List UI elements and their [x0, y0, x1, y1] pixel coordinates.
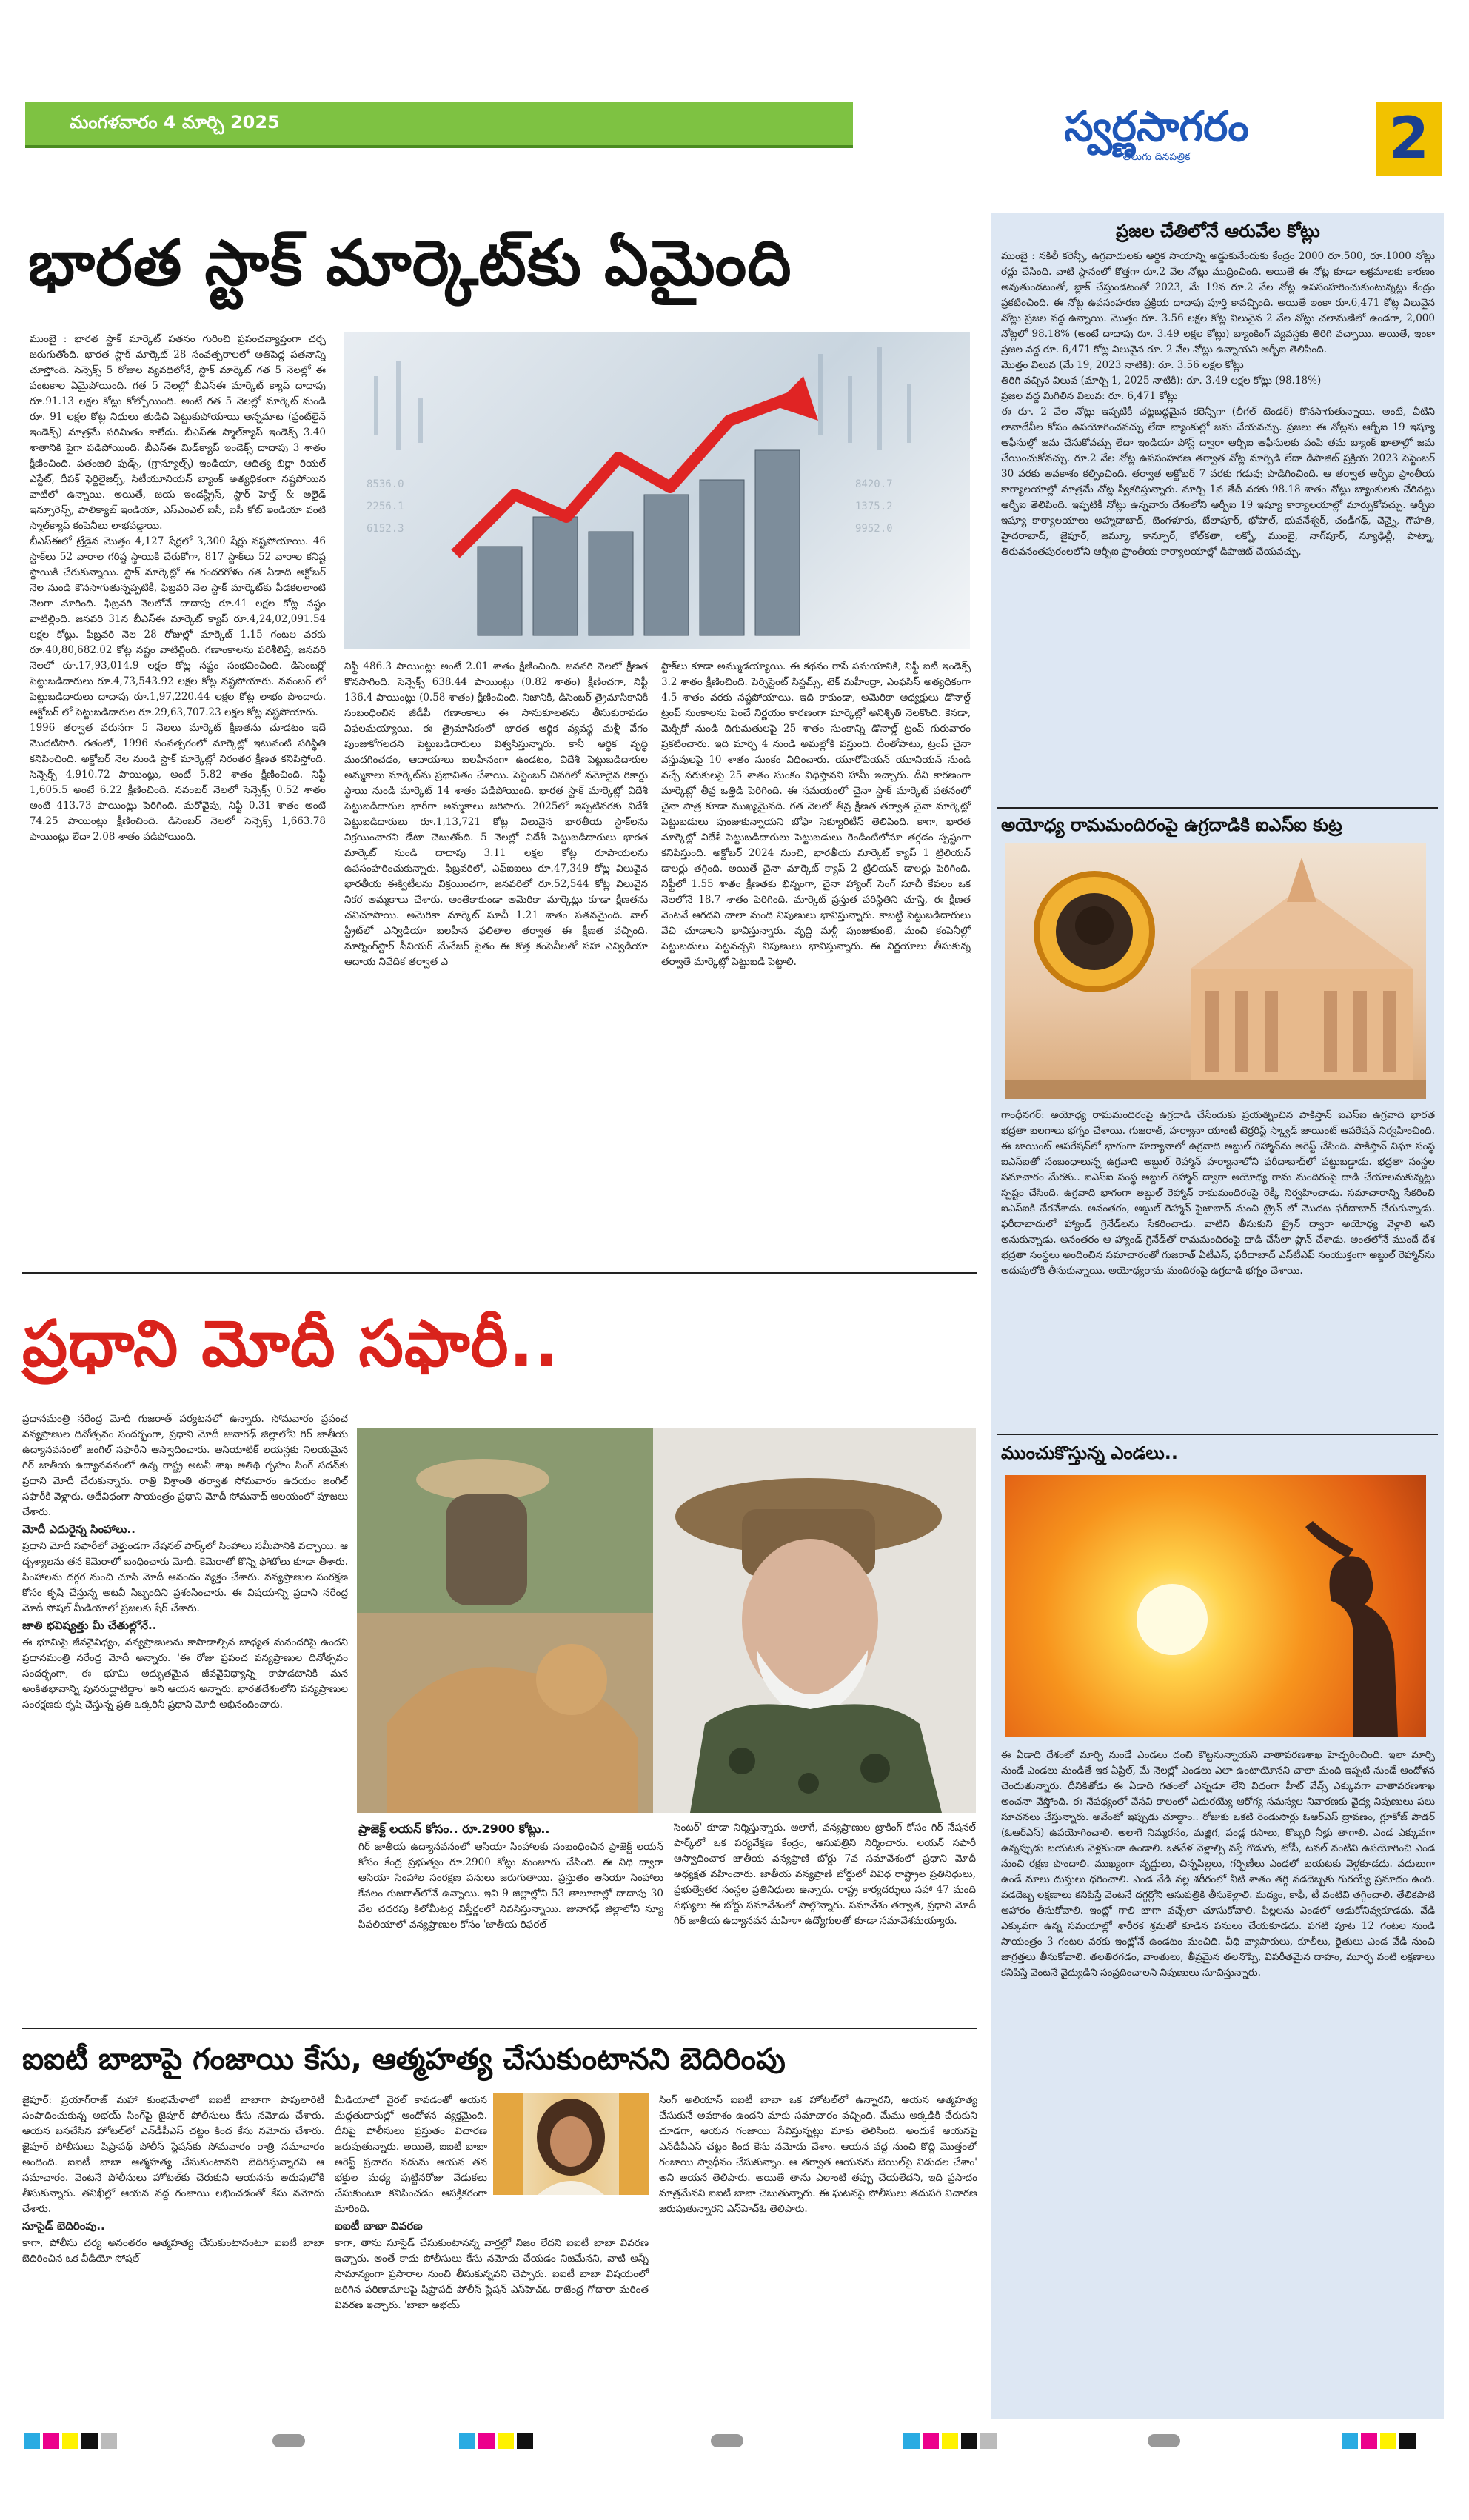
svg-text:2256.1: 2256.1 — [367, 501, 404, 512]
masthead — [971, 104, 1342, 163]
registration-bar-left — [272, 2434, 305, 2447]
reg-black-3 — [961, 2433, 977, 2449]
reg-cyan-4 — [1342, 2433, 1358, 2449]
iit-headline: ఐఐటీ బాబాపై గంజాయి కేసు, ఆత్మహత్య చేసుకుంటానని బెదిరింపు — [22, 2042, 786, 2076]
svg-text:6152.3: 6152.3 — [367, 523, 404, 535]
currency-body-2: ఈ రూ. 2 వేల నోట్లు ఇప్పటికీ చట్టబద్ధమైన కరెన్సీగా (లీగల్ టెండర్) కొనసాగుతున్నాయి. అంటే, వీటిని లావాదేవీల కోసం ఉపయోగించవచ్చు లేదా బ్యాంకుల్లో జమ చేయవచ్చు. ప్రజలు ఈ నోట్లను ఆర్బీఐ 19 ఇష్యూ ఆఫీసుల్లో జమ చేసుకోవచ్చు లేదా ఇండియా పోస్ట్ ద్వారా ఆర్బీఐ ఆఫీసులకు పంపి తమ బ్యాంక్ ఖాతాల్లో జమ చేయించుకోవచ్చు. రూ.2 వేల నోట్ల ఉపసంహరణ తర్వాత నోట్ల మార్పిడి లేదా డిపాజిట్ ప్రక్రియ 2023 సెప్టెంబర్ 30 వరకు అవకాశం కల్పించింది. తర్వాత అక్టోబర్ 7 వరకు గడువు పొడిగించింది. ఆ తర్వాత ఆర్బీఐ ప్రాంతీయ కార్యాలయాల్లో మాత్రమే నోట్ల స్వీకరిస్తున్నారు. మార్చి 1వ తేదీ వరకు 98.18 శాతం నోట్లు బ్యాంకులకు చేరినట్లు ఆర్బీఐ తెలిపింది. ఇప్పటికీ నోట్లు ఉన్నవారు దేశంలోని ఆర్బీఐ 19 ఇష్యూ కార్యాలయాల్లో మార్చుకోవచ్చు. ఆర్బీఐ ఇష్యూ కార్యాలయాలు అహ్మదాబాద్, బెంగళూరు, బేలాపూర్, భోపాల్, భువనేశ్వర్, చండీగఢ్, చెన్నై, గౌహతి, హైదరాబాద్, జైపూర్, జమ్మూ, కాన్పూర్, కోల్‌కతా, లక్నో, ముంబై, నాగ్‌పూర్, న్యూఢిల్లీ, పాట్నా, తిరువనంతపురంలలోని ఆర్బీఐ ప్రాంతీయ కార్యాలయాల్లో డిపాజిట్ చేయవచ్చు. — [1001, 406, 1435, 558]
iit-subhead-suicide: సూసైడ్ బెదిరింపు.. — [22, 2219, 105, 2233]
modi-future-text: ఈ భూమిపై జీవవైవిధ్యం, వన్యప్రాణులను కాపాడాల్సిన బాధ్యత మనందరిపై ఉందని ప్రధానమంత్రి నరేంద్ర మోదీ అన్నారు. 'ఈ రోజు ప్రపంచ వన్యప్రాణుల దినోత్సవం సందర్భంగా, ఈ భూమి అద్భుతమైన జీవవైవిధ్యాన్ని కాపాడటానికి మన అంకితభావాన్ని పునరుద్ఘాటిద్దాం' అని ఆయన అన్నారు. భారతదేశంలోని వన్యప్రాణుల సంరక్షణకు కృషి చేస్తున్న ప్రతి ఒక్కరినీ ప్రధాని మోదీ అభినందించారు. — [22, 1637, 348, 1711]
reg-magenta — [43, 2433, 59, 2449]
stock-chart-illustration — [344, 332, 970, 649]
iit-suicide-text: కాగా, పోలీసు చర్య అనంతరం ఆత్మహత్య చేసుకుంటానంటూ ఐఐటీ బాబా బెదిరించిన ఒక వీడియో సోషల్ — [22, 2237, 324, 2265]
ayodhya-title: అయోధ్య రామమందిరంపై ఉగ్రదాడికి ఐఎస్ఐ కుట్ర — [1001, 815, 1342, 835]
modi-lead: ప్రధానమంత్రి నరేంద్ర మోదీ గుజరాత్ పర్యటనలో ఉన్నారు. సోమవారం ప్రపంచ వన్యప్రాణుల దినోత్సవం సందర్భంగా, ప్రధాని మోదీ జునాగఢ్ జిల్లాలోని గిర్ జాతీయ ఉద్యానవనంలో జంగిల్ సఫారీని ఆస్వాదించారు. ఆసియాటిక్ లయన్లకు నిలయమైన గిర్ జాతీయ ఉద్యానవనంలో ఉన్న రాష్ట్ర అటవీ శాఖ అతిథి గృహం సింగ్ సదన్‌కు ప్రధాని మోదీ చేరుకున్నారు. రాత్రి విశ్రాంతి తర్వాత సోమవారం ఉదయం జంగిల్ సఫారీకి వెళ్లారు. అదేవిధంగా సాయంత్రం ప్రధాని మోదీ సోమనాథ్ ఆలయంలో పూజలు చేశారు. — [22, 1413, 348, 1518]
ayodhya-body: గాంధీనగర్: అయోధ్య రామమందిరంపై ఉగ్రదాడి చేసేందుకు ప్రయత్నించిన పాకిస్తాన్ ఐఎస్ఐ ఉగ్రవాది భారత భద్రతా బలగాలు భగ్నం చేశాయి. గుజరాత్, హర్యానా యాంటీ టెర్రరిస్ట్ స్క్వాడ్ జాయింట్ ఆపరేషన్ నిర్వహించింది. ఈ జాయింట్ ఆపరేషన్‌లో భాగంగా హర్యానాలో ఉగ్రవాది అబ్దుల్ రెహ్మాన్‌ను అరెస్ట్ చేసింది. పాకిస్తాన్ నిఘా సంస్థ ఐఎస్ఐతో సంబంధాలున్న ఉగ్రవాది అబ్దుల్ రెహ్మాన్ హర్యానాలోని ఫరీదాబాద్‌లో పట్టుబడ్డాడు. భద్రతా సంస్థల సమాచారం మేరకు.. ఐఎస్ఐ సంస్థ అబ్దుల్ రెహ్మాన్ ద్వారా అయోధ్య రామ మందిరంపై దాడి చేయాలనుకున్నట్లు స్పష్టం చేసింది. ఉగ్రవాది భాగంగా అబ్దుల్ రెహ్మాన్ రామమందిరంపై రెక్కీ నిర్వహించాడు. సమాచారాన్ని సేకరించి ఐఎస్ఐకి చేరవేశాడు. అనంతరం, అబ్దుల్ రెహ్మాన్ ఫైజాబాద్ నుంచి ట్రైన్ లో మొదట ఫరీదాబాద్ చేరుకున్నాడు. ఫరీదాబాదులో హ్యాండ్ గ్రెనేడ్‌లను సేకరించాడు. వాటిని తీసుకుని ట్రైన్ ద్వారా అయోధ్య వెళ్లాలి అని అనుకున్నాడు. అనంతరం ఆ హ్యాండ్ గ్రెనేడ్‌తో రామమందిరంపై దాడి చేసేలా ప్లాన్ చేశాడు. అంతలోనే ముందే దేశ భద్రతా సంస్థలు అందించిన సమాచారంతో గుజరాత్ ఏటీఎస్, ఫరీదాబాద్ ఎస్‌టీఎఫ్ సంయుక్తంగా అబ్దుల్ రెహ్మాన్‌ను అదుపులోకి తీసుకున్నాయి. అయోధ్యరామ మందిరంపై ఉగ్రదాడి భగ్నం చేశాయి. — [1001, 1109, 1435, 1277]
heat-sun-photo — [1005, 1475, 1426, 1737]
currency-stat-1: మొత్తం విలువ (మే 19, 2023 నాటికి): రూ. 3.56 లక్షల కోట్లు — [1001, 359, 1244, 371]
registration-marks-right — [1342, 2433, 1419, 2452]
modi-subhead-lions: మోదీ ఎదురైన్న సింహాలు.. — [22, 1523, 135, 1536]
heat-illustration — [1005, 1475, 1426, 1737]
stock-headline: భారత స్టాక్ మార్కెట్‌కు ఏమైంది — [28, 227, 792, 299]
reg-black-4 — [1399, 2433, 1416, 2449]
baba-illustration — [493, 2093, 649, 2195]
reg-yellow — [62, 2433, 78, 2449]
modi-headline: ప్రధాని మోదీ సఫారీ.. — [22, 1307, 559, 1381]
modi-col-3: సెంటర్' కూడా నిర్మిస్తున్నారు. అలాగే, వన్యప్రాణుల ట్రాకింగ్ కోసం గిర్ నేషనల్ పార్క్‌లో ఒక పర్యవేక్షణ కేంద్రం, ఆసుపత్రిని నిర్మించారు. లయన్ సఫారీ ఆస్వాదించాక జాతీయ వన్యప్రాణి బోర్డు 7వ సమావేశంలో ప్రధాని మోదీ అధ్యక్షత వహించారు. జాతీయ వన్యప్రాణి బోర్డులో వివిధ రాష్ట్రాల ప్రతినిధులు, ప్రభుత్వేతర సంస్థల ప్రతినిధులు ఉన్నారు. రాష్ట్ర కార్యదర్శులు సహా 47 మంది సభ్యులు ఈ బోర్డు సమావేశంలో పాల్గొన్నారు. సమావేశం తర్వాత, ప్రధాని మోదీ గిర్ జాతీయ ఉద్యానవన మహిళా ఉద్యోగులతో కూడా సమావేశమయ్యారు. — [674, 1822, 976, 1927]
masthead-tagline: తెలుగు దినపత్రిక — [1122, 151, 1191, 163]
iit-baba-photo — [493, 2093, 649, 2195]
reg-yellow-3 — [942, 2433, 958, 2449]
svg-text:8420.7: 8420.7 — [855, 478, 893, 490]
registration-bar-right — [1148, 2434, 1180, 2447]
iit-viral-text: మీడియాలో వైరల్ కావడంతో ఆయన మద్దతుదారుల్లో ఆందోళన వ్యక్తమైంది. దీనిపై పోలీసులు ప్రస్తుతం విచారణ జరుపుతున్నారు. అయితే, ఐఐటీ బాబా అరెస్ట్ ప్రచారం నడుమ ఆయన తన భక్తుల మధ్య పుట్టినరోజు వేడుకలు చేసుకుంటూ కనిపించడం ఆసక్తికరంగా మారింది. — [335, 2094, 487, 2215]
svg-text:1375.2: 1375.2 — [855, 501, 893, 512]
stock-market-photo — [344, 332, 970, 649]
issue-date: మంగళవారం 4 మార్చి 2025 — [70, 112, 280, 133]
modi-lions-text: ప్రధాని మోదీ సఫారీలో వెళ్తుండగా నేషనల్ పార్క్‌లో సింహాలు సమీపానికి వచ్చాయి. ఆ దృశ్యాలను తన కెమెరాలో బంధించారు మోదీ. కెమెరాతో కొన్ని ఫోటోలు కూడా తీశారు. సింహాలను దగ్గర నుంచి చూసి మోదీ ఆనందం వ్యక్తం చేశారు. వన్యప్రాణుల సంరక్షణ కోసం కృషి చేస్తున్న అటవీ సిబ్బందిని ప్రశంసించారు. ఈ విషయాన్ని ప్రధాని నరేంద్ర మోదీ సోషల్ మీడియాలో ప్రజలకు షేర్ చేశారు. — [22, 1540, 348, 1614]
iit-col-2 — [335, 2093, 649, 2419]
reg-cyan — [24, 2433, 40, 2449]
stock-col-1 — [30, 332, 326, 1257]
stock-para-3: 1996 తర్వాత వరుసగా 5 నెలలు మార్కెట్ క్షీణతను చూడటం ఇదే మొదటిసారి. గతంలో, 1996 సంవత్సరంలో మార్కెట్లో ఇటువంటి పరిస్థితి కనిపించింది. అక్టోబర్ నెల నుండి స్టాక్ మార్కెట్లో నిరంతర క్షీణత కనిపిస్తోంది. సెన్సెక్స్ 4,910.72 పాయింట్లు, అంటే 5.82 శాతం క్షీణించింది. నిఫ్టీ 1,605.5 అంటే 6.22 క్షీణించింది. నవంబర్ నెలలో సెన్సెక్స్ 0.52 శాతం అంటే 413.73 పాయింట్లు పెరిగింది. మరోవైపు, నిఫ్టీ 0.31 శాతం అంటే 74.25 పాయింట్లు క్షీణించింది. డిసెంబర్ నెలలో సెన్సెక్స్ 1,663.78 పాయింట్లు లేదా 2.08 శాతం పడిపోయింది. — [30, 722, 326, 843]
modi-photo-caption: ప్రాజెక్ట్ లయన్ కోసం.. రూ.2900 కోట్లు.. — [358, 1822, 550, 1836]
reg-gray-3 — [980, 2433, 997, 2449]
iit-subhead-clarification: ఐఐటీ బాబా వివరణ — [335, 2219, 423, 2233]
iit-lead: జైపూర్: ప్రయాగ్‌రాజ్ మహా కుంభమేళాలో ఐఐటీ బాబాగా పాపులారిటీ సంపాదించుకున్న అభయ్ సింగ్‌పై జైపూర్ పోలీసులు కేసు నమోదు చేశారు. ఆయన బసచేసిన హోటల్‌లో ఎన్‌డీపీఎస్ చట్టం కింద కేసు నమోదు చేశారు. జైపూర్ పోలీసులు షిప్రాపథ్ పోలీస్ స్టేషన్‌కు సోమవారం రాత్రి సమాచారం అందింది. ఐఐటీ బాబా ఆత్మహత్య చేసుకుంటానని బెదిరిస్తున్నారని ఆ సమాచారం. వెంటనే పోలీసులు హోటల్‌కు చేరుకుని ఆయనను అదుపులోకి తీసుకున్నారు. తనిఖీల్లో ఆయన వద్ద గంజాయి లభించడంతో కేసు నమోదు చేశారు. — [22, 2094, 324, 2215]
ayodhya-top-rule — [997, 807, 1438, 809]
ayodhya-temple-photo — [1005, 843, 1426, 1099]
heat-top-rule — [997, 1434, 1438, 1435]
heat-title: ముంచుకొస్తున్న ఎండలు.. — [1001, 1443, 1178, 1463]
currency-lead: ముంబై : నకిలీ కరెన్సీ, ఉగ్రవాదులకు ఆర్థిక సాయాన్ని అడ్డుకునేందుకు కేంద్రం 2000 రూ.500, రూ.1000 నోట్లు రద్దు చేసింది. వాటి స్థానంలో కొత్తగా రూ.2 వేల నోట్లు ముద్రించింది. అయితే ఈ నోట్ల కూడా అక్రమాలకు కారణం అవుతుండటంతో, బ్లాక్ చేస్తుండటంతో 2023, మే 19న రూ.2 వేల నోట్ల ఉపసంహరించుకుంటున్నట్లు కేంద్రం ప్రకటించింది. ఈ నోట్ల ఉపసంహరణ ప్రక్రియ దాదాపు పూర్తి కావచ్చింది. అయితే ఇంకా రూ.6,471 కోట్ల విలువైన నోట్లు ప్రజల వద్ద ఉన్నాయి. మొత్తం రూ. 3.56 లక్షల కోట్ల విలువైన 2 వేల నోట్లు చలామణిలో ఉండగా, 2,000 నోట్లలో 98.18% (అంటే దాదాపు రూ. 3.49 లక్షల కోట్లు) బ్యాంకింగ్ వ్యవస్థకు తిరిగి వచ్చాయి. అయితే, ఇంకా ప్రజల వద్ద రూ. 6,471 కోట్ల విలువైన రూ. 2 వేల నోట్లు ఉన్నాయని ఆర్బీఐ తెలిపింది. — [1001, 250, 1435, 355]
currency-stat-2: తిరిగి వచ్చిన విలువ (మార్చి 1, 2025 నాటికి): రూ. 3.49 లక్షల కోట్లు (98.18%) — [1001, 375, 1322, 387]
currency-body — [1001, 249, 1435, 826]
reg-yellow-4 — [1380, 2433, 1396, 2449]
iit-clarification-text: కాగా, తాను సూసైడ్ చేసుకుంటానన్న వార్తల్లో నిజం లేదని ఐఐటీ బాబా వివరణ ఇచ్చారు. అంతే కాదు పోలీసులు కేసు నమోదు చేయడం నిజమేనని, వాటి అన్నీ సామాన్యంగా ప్రసారాల నుంచి తీసుకున్నవని చెప్పారు. ఐఐటీ బాబా విషయంలో జరిగిన పరిణామాలపై షిప్రాపథ్ పోలీస్ స్టేషన్ ఎస్‌హెచ్ఓ రాజేంద్ర గోదారా మరింత వివరణ ఇచ్చారు. 'బాబా అభయ్ — [335, 2237, 649, 2311]
svg-text:9952.0: 9952.0 — [855, 523, 893, 535]
currency-title: ప్రజల చేతిలోనే ఆరువేల కోట్లు — [1116, 221, 1320, 241]
registration-marks-left — [24, 2433, 120, 2452]
reg-cyan-3 — [903, 2433, 920, 2449]
modi-top-rule — [22, 1272, 977, 1274]
modi-safari-photo — [357, 1428, 976, 1813]
page-number-badge — [1376, 102, 1442, 176]
stock-para-1: ముంబై : భారత స్టాక్ మార్కెట్ పతనం గురించి ప్రపంచవ్యాప్తంగా చర్చ జరుగుతోంది. భారత స్టాక్ మార్కెట్ 28 సంవత్సరాలలో అతిపెద్ద పతనాన్ని చూస్తోంది. సెన్సెక్స్ 5 రోజుల వ్యవధిలోనే, స్టాక్ మార్కెట్ గత 5 నెలల్లో ఈ పంటకాల ఏమైపోయింది. గత 5 నెలల్లో బీఎస్ఈ మార్కెట్ క్యాప్ దాదాపు రూ.91.13 లక్షల కోట్లు కోల్పోయింది. అంటే గత 5 నెలల్లో మార్కెట్ నుండి రూ. 91 లక్షల కోట్ల నిధులు తుడిచి పెట్టుకుపోయాయి అన్నమాట (ఫ్రంట్‌లైన్ ఇండెక్స్) మాత్రమే పరిమితం కాలేదు. బీఎస్ఈ స్మాల్‌క్యాప్ ఇండెక్స్ 3.40 శాతానికి పైగా పడిపోయింది. బీఎస్ఈ మిడ్‌క్యాప్ ఇండెక్స్ దాదాపు 3 శాతం క్షీణించింది. పతంజలి ఫుడ్స్, (గ్రాన్యూల్స్) ఇండియా, ఆదిత్య బిర్లా రియల్ ఎస్టేట్, దీపక్ ఫెర్టిలైజర్స్, సిటీయూనియన్ బ్యాంక్ అత్యధికంగా నష్టపోయిన వాటిలో ఉన్నాయి. అయితే, జయ ఇండస్ట్రీస్, స్టార్ హెల్త్ & అలైడ్ ఇన్సూరెన్స్, పాలిక్యాబ్ ఇండియా, ఎస్ఎంఎల్ ఐసీ, ఐసీ కోట్ ఇండియా వంటి స్మాల్‌క్యాప్ కంపెనీలు లాభపడ్డాయి. — [30, 333, 326, 532]
registration-marks-mid-right — [903, 2433, 1000, 2452]
reg-cyan-2 — [459, 2433, 475, 2449]
header-date-underline — [25, 145, 853, 148]
iit-col-3: సింగ్ అలియాస్ ఐఐటీ బాబా ఒక హోటల్‌లో ఉన్నారని, ఆయన ఆత్మహత్య చేసుకునే అవకాశం ఉందని మాకు సమాచారం వచ్చింది. మేము అక్కడికి చేరుకుని చూడగా, ఆయన గంజాయి సేవిస్తున్నట్లు మాకు తెలిసింది. అందుకే ఆయనపై ఎన్‌డీపీఎస్ చట్టం కింద కేసు నమోదు చేశాం. ఆయన వద్ద నుంచి కొద్ది మొత్తంలో గంజాయి స్వాధీనం చేసుకున్నాం. ఆ తర్వాత ఆయనను బెయిల్‌పై విడుదల చేశాం' అని ఆయన తెలిపారు. అయితే తాను ఎలాంటి తప్పు చేయలేదని, ఇది ప్రసాదం మాత్రమేనని ఐఐటీ బాబా చెబుతున్నారు. ఈ ఘటనపై పోలీసులు తదుపరి విచారణ జరుపుతున్నారని ఎస్‌హెచ్ఓ తెలిపారు. — [659, 2094, 977, 2215]
svg-text:8536.0: 8536.0 — [367, 478, 404, 490]
heat-body: ఈ ఏడాది దేశంలో మార్చి నుండే ఎండలు దంచి కొట్టనున్నాయని వాతావరణశాఖ హెచ్చరించింది. ఇలా మార్చి నుండే ఎండలు మండితే ఇక ఏప్రిల్, మే నెలల్లో ఎండలు ఎలా ఉంటాయోనని చాలా మంది ఇప్పటి నుండే ఆందోళన చెందుతున్నారు. దీనికితోడు ఈ ఏడాది గతంలో ఎన్నడూ లేని విధంగా హీట్ వేవ్స్ ఎక్కువగా వాతావరణశాఖ అంచనా వేస్తోంది. ఈ నేపధ్యంలో వేసవి కాలంలో ఎదురయ్యే ఆరోగ్య సమస్యల నివారణకు వైద్య నిపుణులు పలు సూచనలు చేస్తున్నారు. అవేంటో ఇప్పుడు చూద్దాం.. రోజుకు ఒకటి రెండుసార్లు ఓఆర్ఎస్ ద్రావణం, గ్లూకోజ్ పౌడర్ (ఓఆర్ఎస్) ఉపయోగించాలి. అలాగే నిమ్మరసం, మజ్జిగ, పండ్ల రసాలు, కొబ్బరి నీళ్లు తాగాలి. ఎండ ఎక్కువగా ఉన్నప్పుడు బయటకు వెళ్లకుండా ఉండాలి. ఒకవేళ వెళ్లాల్సి వస్తే గొడుగు, టోపీ, టవల్ వంటివి ఉపయోగించి ఎండ నుంచి రక్షణ పొందాలి. ముఖ్యంగా వృద్ధులు, చిన్నపిల్లలు, గర్భిణీలు ఎండలో బయటకు వెళ్లకూడదు. వదులుగా ఉండే నూలు దుస్తులు ధరించాలి. ఎండ వేడి వల్ల శరీరంలో నీటి శాతం తగ్గి వడదెబ్బకు గురయ్యే ప్రమాదం ఉంది. వడదెబ్బ లక్షణాలు కనిపిస్తే వెంటనే దగ్గర్లోని ఆసుపత్రికి తీసుకెళ్లాలి. మద్యం, కాఫీ, టీ వంటివి తగ్గించాలి. తేలికపాటి ఆహారం తీసుకోవాలి. ఇంట్లో గాలి బాగా వచ్చేలా చూసుకోవాలి. పిల్లలను ఎండలో ఆడుకోనివ్వకూడదు. వేడి ఎక్కువగా ఉన్న సమయాల్లో శారీరక శ్రమతో కూడిన పనులు చేయకూడదు. పగటి పూట 12 గంటల నుండి సాయంత్రం 3 గంటల వరకు ఇంట్లోనే ఉండటం మంచిది. వీధి వ్యాపారులు, కూలీలు, రైతులు ఎండ వేడి నుంచి జాగ్రత్తలు తీసుకోవాలి. తలతిరగడం, వాంతులు, తీవ్రమైన తలనొప్పి, విపరీతమైన దాహం, మూర్ఛ వంటి లక్షణాలు కనిపిస్తే వెంటనే వైద్యుడిని సంప్రదించాలని నిపుణులు సూచిస్తున్నారు. — [1001, 1749, 1435, 1979]
reg-magenta-2 — [478, 2433, 495, 2449]
reg-gray — [101, 2433, 117, 2449]
stock-col-3: స్టాక్‌లు కూడా అమ్ముడయ్యాయి. ఈ కథనం రాసే సమయానికి, నిఫ్టీ ఐటీ ఇండెక్స్ 3.2 శాతం క్షీణించింది. పెర్సిస్టెంట్ సిస్టమ్స్, టెక్ మహీంద్రా, ఎంఫసిస్ అత్యధికంగా 4.5 శాతం వరకు నష్టపోయాయి. ఇది కాకుండా, అమెరికా అధ్యక్షులు డొనాల్డ్ ట్రంప్ సుంకాలను పెంచే నిర్ణయం కారణంగా మార్కెట్లో అనిశ్చితి నెలకొంది. కెనడా, మెక్సికో నుండి దిగుమతులపై 25 శాతం సుంకాన్ని డొనాల్డ్ ట్రంప్ గురువారం ప్రకటించారు. ఇది మార్చి 4 నుండి అమల్లోకి వస్తుంది. దీంతోపాటు, ట్రంప్ చైనా వస్తువులపై 10 శాతం సుంకం విధించారు. యూరోపియన్ యూనియన్ నుండి వచ్చే సరుకులపై 25 శాతం సుంకం విధిస్తానని హామీ ఇచ్చారు. దీని కారణంగా మార్కెట్లో తీవ్ర ఒత్తిడి పెరిగింది. ఈ సమయంలో చైనా స్టాక్ మార్కెట్ పతనంలో చైనా పాత్ర కూడా ముఖ్యమైనది. గత నెలలో తీవ్ర క్షీణత తర్వాత చైనా మార్కెట్లో పెట్టుబడులు పుంజుకున్నాయని బోఫా సెక్యూరిటీస్ తెలిపింది. కాగా, భారత మార్కెట్లో విదేశీ పెట్టుబడిదారులు పెట్టుబడులు రెండింటిలోనూ తగ్గడం స్పష్టంగా కనిపిస్తుంది. అక్టోబర్ 2024 నుంచి, భారతీయ మార్కెట్ క్యాప్ 1 ట్రిలియన్ డాలర్లు తగ్గింది. అయితే చైనా మార్కెట్ క్యాప్ 2 ట్రిలియన్ డాలర్లు పెరిగింది. నిఫ్టీలో 1.55 శాతం క్షీణతకు భిన్నంగా, చైనా హ్యాంగ్ సెంగ్ సూచీ కేవలం ఒక నెలలోనే 18.7 శాతం పెరిగింది. మార్కెట్ ప్రస్తుత పరిస్థితిని చూస్తే, ఈ క్షీణత వెంటనే ఆగదని చాలా మంది నిపుణులు భావిస్తున్నారు. కాబట్టి పెట్టుబడిదారులు వేచి చూడాలని భావిస్తున్నారు. వృద్ధి మళ్లీ పుంజుకుంటే, మంచి కంపెనీల్లో పెట్టుబడులు పెట్టవచ్చని నిపుణులు భావిస్తున్నారు. ఈ నిర్ణయాలు తీసుకున్న తర్వాతే మార్కెట్లో పెట్టుబడి పెట్టాలి. — [661, 661, 971, 968]
header-date-bar — [25, 102, 853, 145]
registration-marks-mid-left — [459, 2433, 536, 2452]
reg-black-2 — [517, 2433, 533, 2449]
stock-col-2: నిఫ్టీ 486.3 పాయింట్లు అంటే 2.01 శాతం క్షీణించింది. జనవరి నెలలో క్షీణత కొనసాగింది. సెన్సెక్స్ 638.44 పాయింట్లు (0.82 శాతం) క్షీణించగా, నిఫ్టీ 136.4 పాయింట్లు (0.58 శాతం) క్షీణించింది. నిజానికి, డిసెంబర్ త్రైమాసికానికి సంబంధించిన జీడీపీ గణాంకాలు ఈ సానుకూలతను తీసుకురావడం విఫలమయ్యాయి. ఈ త్రైమాసికంలో భారత ఆర్థిక వ్యవస్థ మళ్లీ వేగం పుంజుకోగలదని పెట్టుబడిదారులు విశ్వసిస్తున్నారు. కానీ ఆర్థిక వృద్ధి మందగించడం, ఆదాయాలు బలహీనంగా ఉండటం, విదేశీ పెట్టుబడిదారుల అమ్మకాలు మార్కెట్‌ను ప్రభావితం చేశాయి. సెప్టెంబర్ చివరిలో నమోదైన రికార్డు స్థాయి నుండి మార్కెట్ 14 శాతం పడిపోయింది. భారత స్టాక్ మార్కెట్లో విదేశీ పెట్టుబడిదారుల భారీగా అమ్మకాలు జరిపారు. 2025లో ఇప్పటివరకు విదేశీ పెట్టుబడిదారులు రూ.1,13,721 కోట్ల విలువైన భారతీయ స్టాక్‌లను విక్రయించారని డేటా చెబుతోంది. 5 నెలల్లో విదేశీ పెట్టుబడిదారులు భారత మార్కెట్ నుండి దాదాపు 3.11 లక్షల కోట్ల రూపాయలను ఉపసంహరించుకున్నారు. ఫిబ్రవరిలో, ఎఫ్ఐఐలు రూ.47,349 కోట్ల విలువైన భారతీయ ఈక్విటీలను విక్రయించగా, జనవరిలో రూ.52,544 కోట్ల విలువైన నికర అమ్మకాలు చేశారు. అంతేకాకుండా అమెరికా మార్కెట్లు కూడా క్షీణతను చవిచూసాయి. అమెరికా మార్కెట్ సూచీ 1.21 శాతం పతనమైంది. వాల్ స్ట్రీట్‌లో ఎన్విడియా బలహీన ఫలితాల తర్వాత ఈ క్షీణత వచ్చింది. మార్నింగ్‌స్టార్ సీనియర్ మేనేజర్ సైతం ఈ కొత్త కంపెనీలతో సహా ఎన్విడియా ఆదాయ నివేదిక తర్వాత ఎ — [344, 661, 648, 968]
currency-stat-3: ప్రజల వద్ద మిగిలిన విలువ: రూ. 6,471 కోట్లు — [1001, 390, 1178, 402]
modi-subhead-future: జాతి భవిష్యత్తు మీ చేతుల్లోనే.. — [22, 1619, 157, 1632]
registration-bar-mid — [711, 2434, 743, 2447]
temple-illustration — [1005, 843, 1426, 1099]
stock-para-2: బీఎస్ఈలో ట్రేడైన మొత్తం 4,127 షేర్లలో 3,300 షేర్లు నష్టపోయాయి. 46 స్టాక్‌లు 52 వారాల గరిష్ట స్థాయికి చేరుకోగా, 817 స్టాక్‌లు 52 వారాల కనిష్ట స్థాయికి చేరుకున్నాయి. స్టాక్ మార్కెట్లో ఈ గందరగోళం గత ఏడాది అక్టోబర్ నెల నుండి కొనసాగుతున్నప్పటికీ, ఫిబ్రవరి నెల స్టాక్ మార్కెట్‌కు పీడకలలాంటి నెలగా మారింది. ఫిబ్రవరి నెలలోనే దాదాపు రూ.41 లక్షల కోట్ల నష్టం వాటిల్లింది. జనవరి 31న బీఎస్ఈ మార్కెట్ క్యాప్ రూ.4,24,02,091.54 లక్షల కోట్లు. ఫిబ్రవరి నెల 28 రోజుల్లో మార్కెట్ 1.15 గంటల వరకు రూ.40,80,682.02 కోట్ల నష్టం వాటిల్లింది. గణాంకాలను పరిశీలిస్తే, జనవరి నెలలో రూ.17,93,014.9 లక్షల కోట్ల నష్టం సంభవించింది. డిసెంబర్లో పెట్టుబడిదారులు రూ.4,73,543.92 లక్షల కోట్ల నష్టపోయారు. నవంబర్ లో పెట్టుబడిదారులు దాదాపు రూ.1,97,220.44 లక్షల కోట్ల లాభం పొందారు. అక్టోబర్ లో పెట్టుబడిదారుల రూ.29,63,707.23 లక్షల కోట్ల నష్టపోయారు. — [30, 535, 326, 718]
modi-col-1 — [22, 1411, 348, 2019]
iit-col-1 — [22, 2093, 324, 2419]
reg-magenta-3 — [923, 2433, 939, 2449]
modi-col-2: గిర్ జాతీయ ఉద్యానవనంలో ఆసియా సింహాలకు సంబంధించిన ప్రాజెక్ట్ లయన్ కోసం కేంద్ర ప్రభుత్వం రూ.2900 కోట్లు మంజూరు చేసింది. ఈ నిధి ద్వారా ఆసియా సింహాల సంరక్షణ పనులు జరుగుతాయి. ప్రస్తుతం ఆసియా సింహాలు కేవలం గుజరాత్‌లోనే ఉన్నాయి. ఇవి 9 జిల్లాల్లోని 53 తాలూకాల్లో దాదాపు 30 వేల చదరపు కిలోమీటర్ల విస్తీర్ణంలో నివసిస్తున్నాయి. జునాగఢ్ జిల్లాలోని న్యూ పిపలియాలో వన్యప్రాణుల కోసం 'జాతీయ రిఫరల్ — [358, 1841, 663, 1931]
modi-safari-illustration — [357, 1428, 976, 1813]
page-number: 2 — [1388, 106, 1430, 173]
reg-black — [81, 2433, 98, 2449]
masthead-title: స్వర్ణసాగరం — [1064, 103, 1249, 151]
reg-yellow-2 — [498, 2433, 514, 2449]
iit-top-rule — [22, 2028, 977, 2029]
reg-magenta-4 — [1361, 2433, 1377, 2449]
